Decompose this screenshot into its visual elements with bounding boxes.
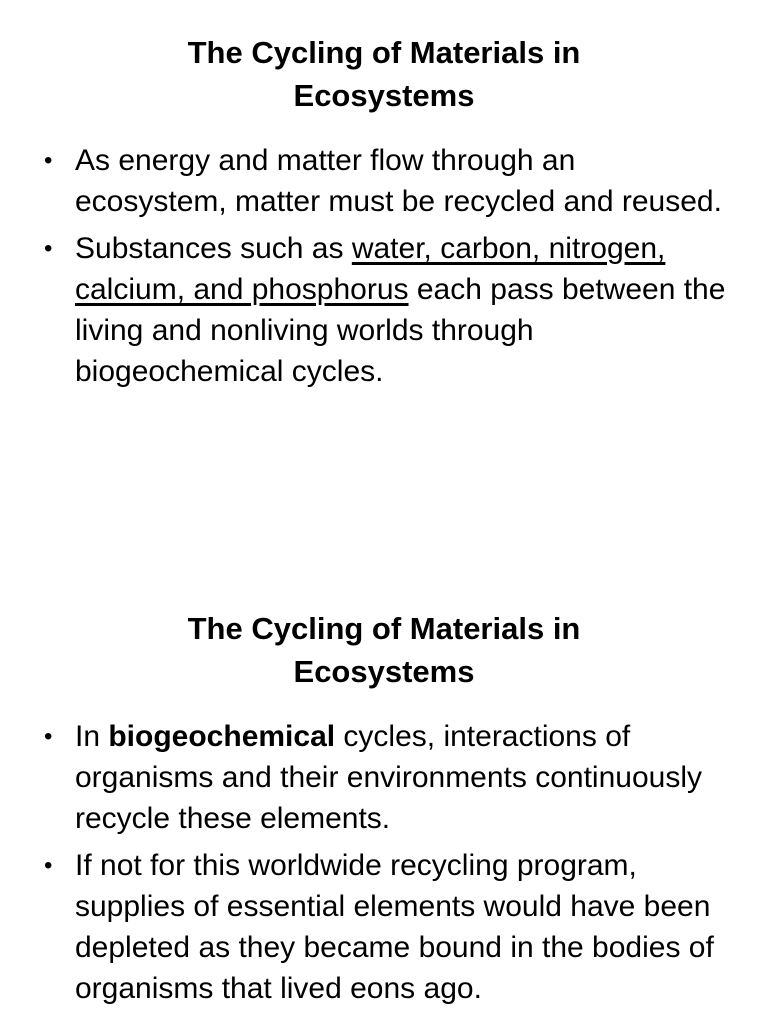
bullet-text-post: each pass between the living and nonliving worlds through biogeochemical cycles. xyxy=(75,273,726,388)
bullet-icon: • xyxy=(44,723,53,750)
bullet-text-pre: In xyxy=(75,720,109,753)
bullet-list xyxy=(0,140,768,398)
title-line-2: Ecosystems xyxy=(293,654,475,689)
bullet-text-underlined: water, carbon, nitrogen, calcium, and phosphorus xyxy=(75,232,666,306)
bullet-item xyxy=(0,845,768,1009)
slide-title xyxy=(0,607,768,693)
bullet-icon: • xyxy=(44,147,53,174)
bullet-item xyxy=(0,140,768,222)
title-line-1: The Cycling of Materials in xyxy=(187,611,581,646)
bullet-item xyxy=(0,228,768,392)
title-line-2: Ecosystems xyxy=(293,78,475,113)
bullet-text-bold: biogeochemical xyxy=(108,720,336,753)
bullet-list xyxy=(0,716,768,1015)
slide-title xyxy=(0,31,768,117)
bullet-icon: • xyxy=(44,235,53,262)
bullet-icon: • xyxy=(44,852,53,879)
bullet-text-post: cycles, interactions of organisms and their environments continuously recycle these elements. xyxy=(75,720,702,835)
bullet-item xyxy=(0,716,768,839)
bullet-text: As energy and matter flow through an ecosystem, matter must be recycled and reused. xyxy=(75,144,722,218)
bullet-text-pre: Substances such as xyxy=(75,232,352,265)
slide-2 xyxy=(0,576,768,1024)
bullet-text: If not for this worldwide recycling program, supplies of essential elements would have been depleted as they became bound in the bodies of organisms that lived eons ago. xyxy=(75,849,714,1005)
title-line-1: The Cycling of Materials in xyxy=(187,35,581,70)
